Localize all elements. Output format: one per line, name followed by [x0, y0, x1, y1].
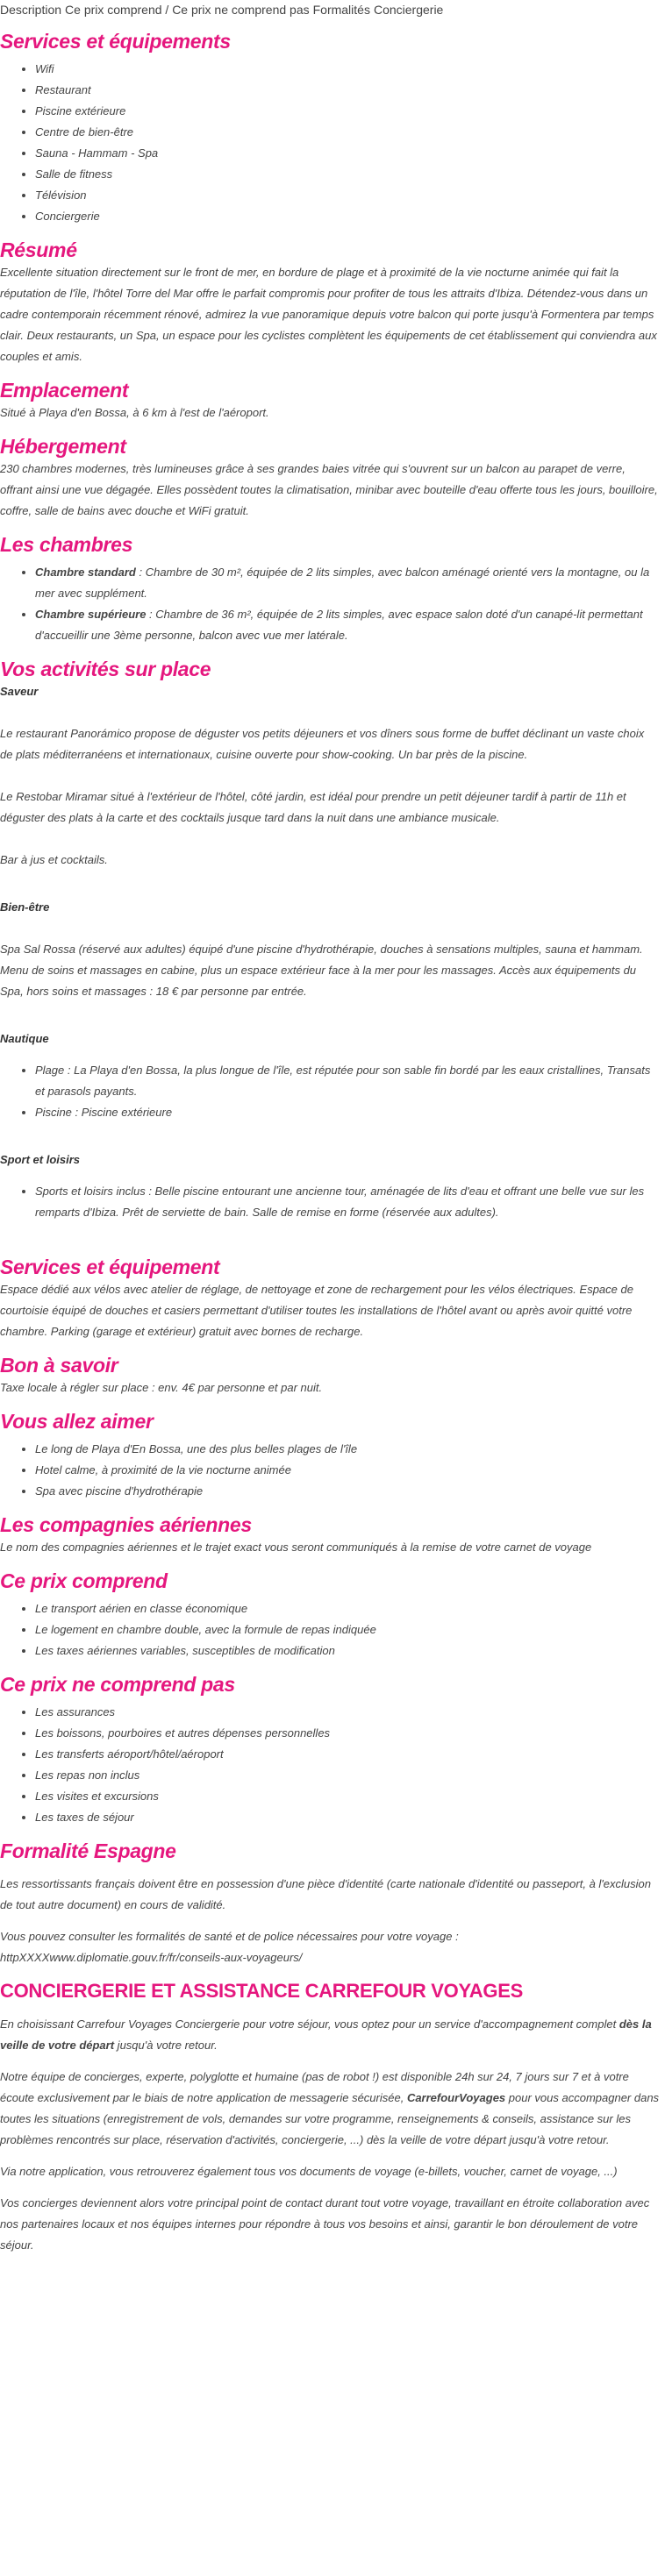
text-span: jusqu'à votre retour. — [114, 2039, 218, 2052]
conciergerie-text-4: Vos concierges deviennent alors votre principal point de contact durant tout votre voyage, travaillant en étroite collaboration avec nos partenaires locaux et nos équipes internes pour répondre à tous vos besoins et ainsi, garantir le bon déroulement de votre séjour. — [0, 2196, 650, 2252]
nautique-list — [0, 1060, 660, 1123]
saveur-text-2: Le Restobar Miramar situé à l'extérieur de l'hôtel, côté jardin, est idéal pour prendre un petit déjeuner tardif à partir de 11h et déguster des plats à la carte et des cocktails jusque tard dans la nuit dans une ambiance musicale. — [0, 790, 626, 824]
list-item: • Sauna - Hammam - Spa — [35, 143, 660, 164]
services-equipement-text: Espace dédié aux vélos avec atelier de réglage, de nettoyage et zone de rechargement pour les vélos électriques. Espace de courtoisie équipé de douches et casiers permettant d'utiliser toutes les installations de l'hôtel avant ou après avoir quitté votre chambre. Parking (garage et extérieur) gratuit avec bornes de recharge. — [0, 1283, 633, 1338]
conciergerie-text-1 — [0, 2014, 660, 2056]
text-span: Notre équipe de concierges, experte, polyglotte et humaine (pas de robot !) est disponible 24h sur 24, 7 jours sur 7 et à votre écoute exclusivement par le biais de notre application de messagerie sécurisée, — [0, 2070, 629, 2104]
conciergerie-text-2 — [0, 2067, 660, 2151]
list-item: • Hotel calme, à proximité de la vie nocturne animée — [35, 1460, 660, 1481]
services-list — [0, 59, 660, 227]
compagnies-title: Les compagnies aériennes — [0, 1513, 252, 1536]
chambres-list — [0, 562, 660, 646]
bienetre-text: Spa Sal Rossa (réservé aux adultes) équipé d'une piscine d'hydrothérapie, douches à sensations multiples, sauna et hammam. Menu de soins et massages en cabine, plus un espace extérieur face à la mer pour les massages. Accès aux équipements du Spa, hors soins et massages : 18 € par personne par entrée. — [0, 943, 643, 998]
list-item: • Le long de Playa d'En Bossa, une des plus belles plages de l'île — [35, 1439, 660, 1460]
list-item: • Piscine extérieure — [35, 101, 660, 122]
prix-comprend-list — [0, 1598, 660, 1662]
list-item — [35, 562, 660, 604]
text-span: En choisissant Carrefour Voyages Conciergerie pour votre séjour, vous optez pour un service d'accompagnement complet — [0, 2017, 619, 2031]
tab-formalites[interactable]: Formalités — [312, 3, 370, 17]
list-item: • Spa avec piscine d'hydrothérapie — [35, 1481, 660, 1502]
hebergement-text: 230 chambres modernes, très lumineuses grâce à ses grandes baies vitrée qui s'ouvrent sur un balcon au parapet de verre, offrant ainsi une vue dégagée. Elles possèdent toutes la climatisation, minibar avec bouteille d'eau offerte tous les jours, bouilloire, coffre, salle de bains avec douche et WiFi gratuit. — [0, 462, 658, 517]
list-item — [35, 604, 660, 646]
list-item: • Les repas non inclus — [35, 1765, 660, 1786]
list-item: • Les taxes aériennes variables, susceptibles de modification — [35, 1640, 660, 1662]
sport-list — [0, 1181, 660, 1223]
list-item: • Le transport aérien en classe économique — [35, 1598, 660, 1619]
chambre-label: Chambre standard — [35, 566, 136, 579]
tab-conciergerie[interactable]: Conciergerie — [373, 3, 444, 17]
bold-span: dès la veille de votre départ — [0, 2017, 652, 2052]
text-span: pour vous accompagner dans toutes les situations (enregistrement de vols, demandes sur votre programme, renseignements & conseils, assistance sur les problèmes rencontrés sur place, réservation d'activités, conciergerie, ...) dès la veille de votre départ jusqu'à votre retour. — [0, 2091, 660, 2146]
list-item: • Télévision — [35, 185, 660, 206]
list-item: • Salle de fitness — [35, 164, 660, 185]
compagnies-text: Le nom des compagnies aériennes et le trajet exact vous seront communiqués à la remise de votre carnet de voyage — [0, 1541, 592, 1554]
activites-title: Vos activités sur place — [0, 658, 211, 680]
list-item: • Sports et loisirs inclus : Belle piscine entourant une ancienne tour, aménagée de lits d'eau et offrant une belle vue sur les remparts d'Ibiza. Prêt de serviette de bain. Salle de remise en forme (réservée aux adultes). — [35, 1181, 660, 1223]
vous-allez-aimer-title: Vous allez aimer — [0, 1410, 154, 1433]
emplacement-text: Situé à Playa d'en Bossa, à 6 km à l'est de l'aéroport. — [0, 406, 269, 419]
tab-bar — [0, 0, 660, 18]
bold-span: CarrefourVoyages — [406, 2091, 506, 2104]
saveur-title: Saveur — [0, 685, 39, 698]
conciergerie-text-3: Via notre application, vous retrouverez également tous vos documents de voyage (e-billets, voucher, carnet de voyage, ...) — [0, 2165, 618, 2178]
saveur-text-3: Bar à jus et cocktails. — [0, 853, 108, 866]
tab-description[interactable]: Description — [0, 3, 62, 17]
tab-prix[interactable]: Ce prix comprend / Ce prix ne comprend pas — [65, 3, 310, 17]
saveur-text-1: Le restaurant Panorámico propose de déguster vos petits déjeuners et vos dîners sous forme de buffet déclinant un vaste choix de plats méditerranéens et internationaux, cuisine ouverte pour show-cooking. Un bar près de la piscine. — [0, 727, 645, 761]
list-item: • Le logement en chambre double, avec la formule de repas indiquée — [35, 1619, 660, 1640]
list-item: • Les transferts aéroport/hôtel/aéroport — [35, 1744, 660, 1765]
chambre-text: : Chambre de 36 m², équipée de 2 lits simples, avec espace salon doté d'un canapé-lit permettant d'accueillir une 3ème personne, balcon avec vue mer latérale. — [35, 608, 643, 642]
sport-title: Sport et loisirs — [0, 1153, 81, 1166]
emplacement-title: Emplacement — [0, 379, 129, 402]
chambres-title: Les chambres — [0, 533, 133, 556]
chambre-label: Chambre supérieure — [35, 608, 147, 621]
hebergement-title: Hébergement — [0, 435, 126, 458]
services-title: Services et équipements — [0, 30, 231, 53]
prix-ne-comprend-title: Ce prix ne comprend pas — [0, 1673, 235, 1696]
resume-text: Excellente situation directement sur le front de mer, en bordure de plage et à proximité de la vie nocturne animée qui fait la réputation de l'île, l'hôtel Torre del Mar offre le parfait compromis pour profiter de tous les attraits d'Ibiza. Détendez-vous dans un cadre contemporain récemment rénové, admirez la vue panoramique depuis votre balcon qui porte jusqu'à Formentera par temps clair. Deux restaurants, un Spa, un espace pour les cyclistes complètent les équipements de cet établissement qui conviendra aux couples et amis. — [0, 266, 657, 363]
list-item: • Les visites et excursions — [35, 1786, 660, 1807]
resume-title: Résumé — [0, 238, 77, 261]
list-item: • Centre de bien-être — [35, 122, 660, 143]
list-item: • Les boissons, pourboires et autres dépenses personnelles — [35, 1723, 660, 1744]
list-item: • Les assurances — [35, 1702, 660, 1723]
formalite-text-1: Les ressortissants français doivent être en possession d'une pièce d'identité (carte nationale d'identité ou passeport, à l'exclusion de tout autre document) en cours de validité. — [0, 1877, 651, 1911]
vous-allez-aimer-list — [0, 1439, 660, 1502]
list-item: • Conciergerie — [35, 206, 660, 227]
chambre-text: : Chambre de 30 m², équipée de 2 lits simples, avec balcon aménagé orienté vers la montagne, ou la mer avec supplément. — [35, 566, 650, 600]
services-equipement-title: Services et équipement — [0, 1256, 220, 1278]
list-item: • Piscine : Piscine extérieure — [35, 1102, 660, 1123]
formalite-text-2: Vous pouvez consulter les formalités de santé et de police nécessaires pour votre voyage : httpXXXXwww.diplomatie.gouv.fr/fr/conseils-aux-voyageurs/ — [0, 1930, 459, 1964]
list-item: • Plage : La Playa d'en Bossa, la plus longue de l'île, est réputée pour son sable fin bordé par les eaux cristallines, Transats et parasols payants. — [35, 1060, 660, 1102]
formalite-title: Formalité Espagne — [0, 1839, 176, 1862]
bon-a-savoir-text: Taxe locale à régler sur place : env. 4€ par personne et par nuit. — [0, 1381, 323, 1394]
prix-comprend-title: Ce prix comprend — [0, 1569, 168, 1592]
nautique-title: Nautique — [0, 1032, 49, 1045]
list-item: • Restaurant — [35, 80, 660, 101]
conciergerie-title: CONCIERGERIE ET ASSISTANCE CARREFOUR VOYAGES — [0, 1980, 523, 2002]
prix-ne-comprend-list — [0, 1702, 660, 1828]
bon-a-savoir-title: Bon à savoir — [0, 1354, 118, 1377]
bienetre-title: Bien-être — [0, 900, 50, 914]
list-item: • Wifi — [35, 59, 660, 80]
list-item: • Les taxes de séjour — [35, 1807, 660, 1828]
